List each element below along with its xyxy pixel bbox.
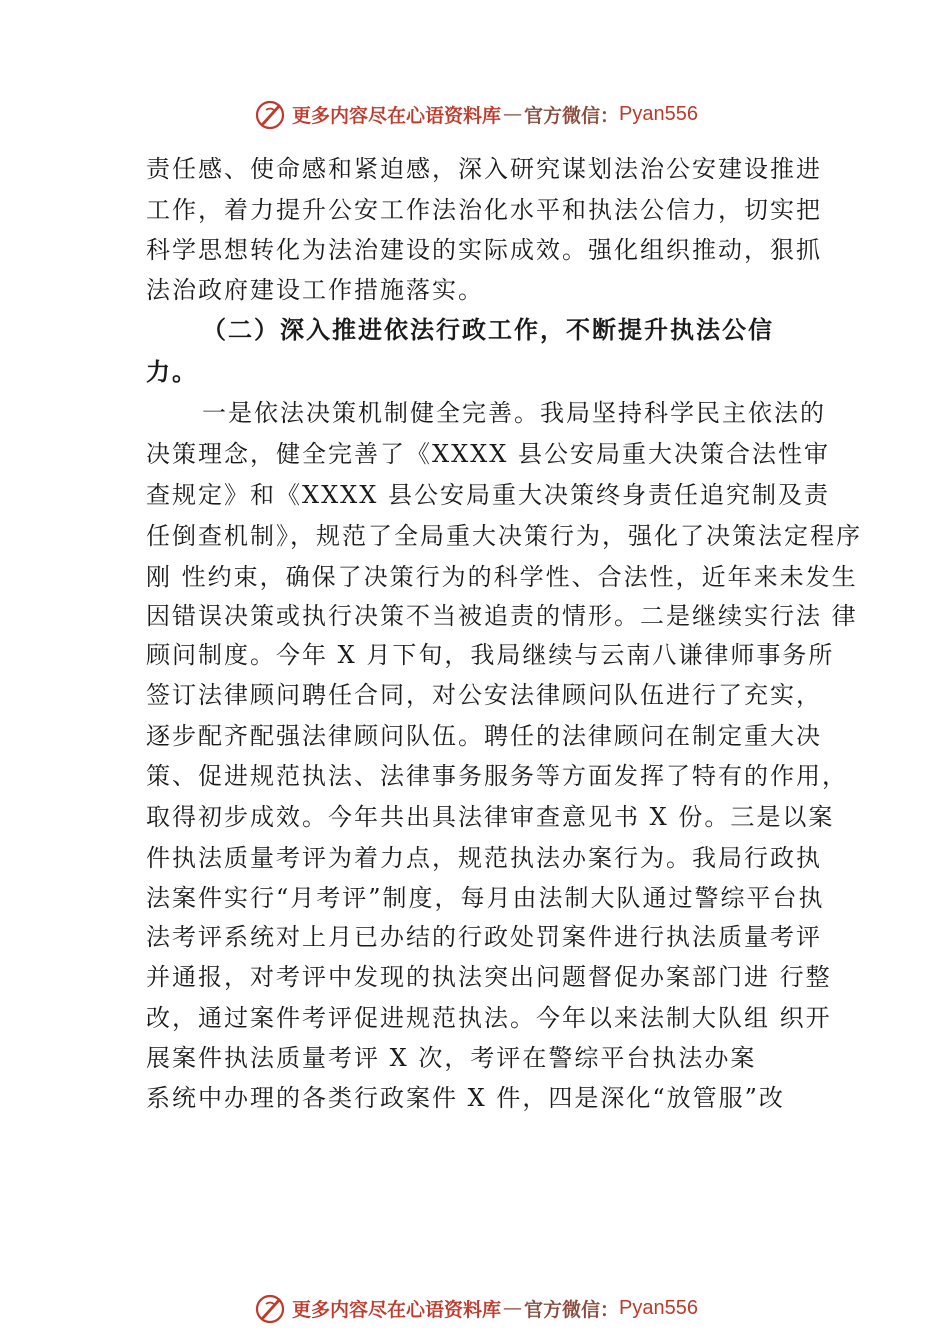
body-line: 刚 性约束，确保了决策行为的科学性、合法性，近年来未发生 — [146, 563, 858, 591]
body-line: 责任感、使命感和紧迫感，深入研究谋划法治公安建设推进 — [146, 155, 822, 183]
body-line: 改，通过案件考评促进规范执法。今年以来法制大队组 织开 — [146, 1004, 832, 1032]
body-line: 因错误决策或执行决策不当被追责的情形。二是继续实行法 律 — [146, 602, 858, 630]
body-line: 查规定》和《XXXX 县公安局重大决策终身责任追究制及责 — [146, 481, 830, 509]
footer-banner — [0, 1286, 950, 1330]
section-heading-continued: 力。 — [146, 357, 198, 386]
body-line: 取得初步成效。今年共出具法律审查意见书 X 份。三是以案 — [146, 803, 835, 831]
header-wechat-id: Pyan556 — [619, 102, 698, 125]
header-wechat-label: 官方微信： — [524, 104, 620, 127]
section-heading: （二）深入推进依法行政工作，不断提升执法公信 — [202, 315, 774, 344]
footer-brand: 更多内容尽在心语资料库 — [292, 1298, 502, 1321]
body-line: 一是依法决策机制健全完善。我局坚持科学民主依法的 — [202, 399, 826, 427]
body-line: 顾问制度。今年 X 月下旬，我局继续与云南八谦律师事务所 — [146, 641, 835, 669]
footer-wechat-id: Pyan556 — [619, 1296, 698, 1319]
quill-logo-icon — [252, 1290, 288, 1326]
body-line: 工作，着力提升公安工作法治化水平和执法公信力，切实把 — [146, 196, 822, 224]
body-line: 逐步配齐配强法律顾问队伍。聘任的法律顾问在制定重大决 — [146, 722, 822, 750]
body-line: 科学思想转化为法治建设的实际成效。强化组织推动，狠抓 — [146, 236, 822, 264]
footer-wechat-label: 官方微信： — [524, 1298, 620, 1321]
body-line: 法考评系统对上月已办结的行政处罚案件进行执法质量考评 — [146, 923, 822, 951]
body-line: 任倒查机制》，规范了全局重大决策行为，强化了决策法定程序 — [146, 522, 862, 550]
header-brand: 更多内容尽在心语资料库 — [292, 104, 502, 127]
body-line: 决策理念，健全完善了《XXXX 县公安局重大决策合法性审 — [146, 440, 830, 468]
body-line: 法案件实行“月考评”制度，每月由法制大队通过警综平台执 — [146, 884, 825, 912]
body-line: 策、促进规范执法、法律事务服务等方面发挥了特有的作用， — [146, 762, 848, 790]
body-line: 系统中办理的各类行政案件 X 件，四是深化“放管服”改 — [146, 1084, 785, 1112]
body-line: 并通报，对考评中发现的执法突出问题督促办案部门进 行整 — [146, 963, 832, 991]
body-line: 法治政府建设工作措施落实。 — [146, 276, 484, 304]
header-dash: — — [503, 103, 523, 125]
footer-dash: — — [503, 1297, 523, 1319]
body-line: 件执法质量考评为着力点，规范执法办案行为。我局行政执 — [146, 844, 822, 872]
body-line: 签订法律顾问聘任合同，对公安法律顾问队伍进行了充实， — [146, 681, 822, 709]
body-line: 展案件执法质量考评 X 次，考评在警综平台执法办案 — [146, 1044, 757, 1072]
